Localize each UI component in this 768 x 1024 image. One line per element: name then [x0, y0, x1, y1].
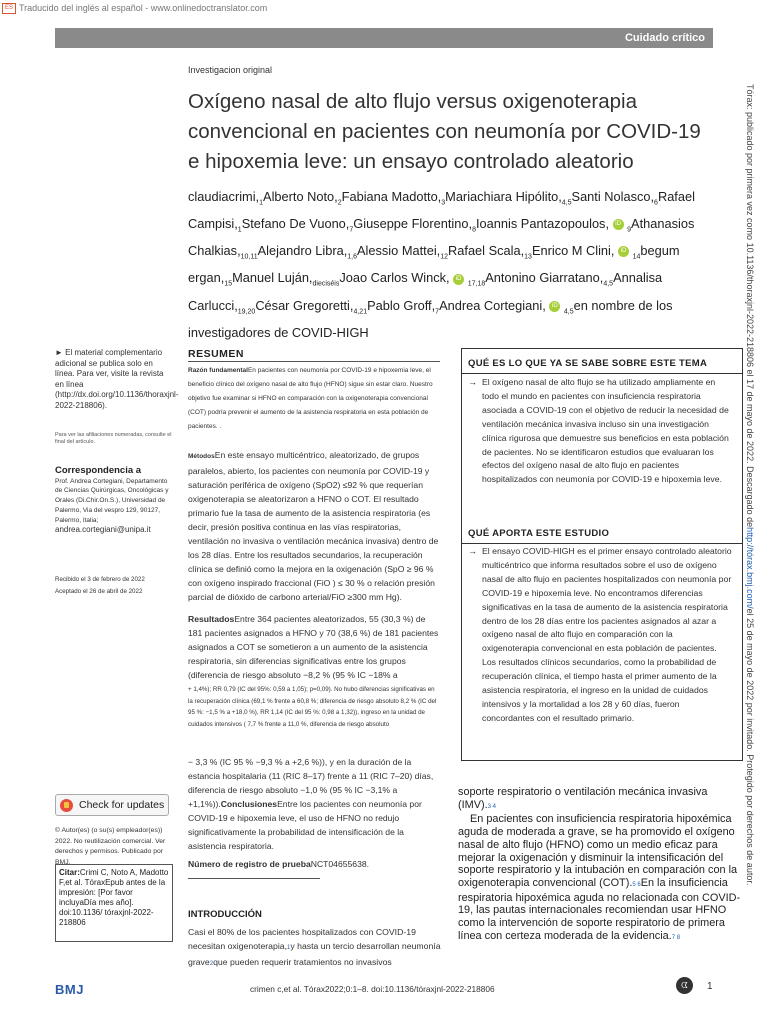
author-affiliation: 2 [337, 199, 342, 207]
author-name[interactable]: Manuel Luján, [232, 270, 313, 286]
correspondence-title: Correspondencia a [55, 465, 142, 476]
author-affiliation: 12 [440, 253, 449, 261]
author-name[interactable]: Enrico M Clini, [531, 243, 615, 259]
crossmark-icon [60, 799, 73, 812]
author-affiliation: 1,6 [347, 253, 358, 261]
author-affiliation: 9 [627, 226, 632, 234]
reference-link[interactable]: 7 8 [671, 934, 681, 941]
authors-tail: en nombre de los investigadores de COVID-HIGH [188, 297, 673, 340]
author-name[interactable]: Andrea Cortegiani, [439, 297, 546, 313]
intro-text-3: que pueden requerir tratamientos no invasivos [213, 957, 392, 967]
orcid-icon[interactable]: iD [453, 274, 464, 285]
received-date: Recibido el 3 de febrero de 2022 [55, 576, 145, 583]
orcid-icon[interactable]: iD [613, 219, 624, 230]
adds-rule [462, 543, 742, 544]
open-access-icon: ᗧ [676, 977, 693, 994]
body-p2-text: En pacientes con insuficiencia respiratoria hipoxémica aguda de moderada a grave, se ha promovido el oxígeno nasal de alto flujo (HFNO) como un medio eficaz para mejorar la oxigenación y disminuir la intensificación del soporte respiratorio y la intubación en comparación con la oxigenoterapia convencional (COT). [458, 813, 738, 889]
footer-citation: crimen c,et al. Tórax2022;0:1–8. doi:10.1136/tóraxjnl-2022-218806 [250, 984, 495, 994]
registration-number: NCT04655638. [310, 859, 370, 869]
author-name[interactable]: Giuseppe Florentino, [353, 216, 473, 232]
author-name[interactable]: Ioannis Pantazopoulos, [475, 216, 610, 232]
author-name[interactable]: Stefano De Vuono, [241, 216, 350, 232]
vertical-text-1: Tórax: publicado por primera vez como 10.1136/thoraxjnl-2022-218806 el 17 de mayo de 2022. Descargado de [745, 84, 755, 528]
conclusions-label: Conclusiones [220, 799, 278, 809]
vertical-margin-note [745, 84, 755, 894]
author-affiliation: 14 [632, 253, 641, 261]
translator-bar-text: Traducido del inglés al español - www.onlinedoctranslator.com [19, 3, 268, 13]
citation-box [55, 864, 173, 942]
author-name[interactable]: Mariachiara Hipólito, [445, 189, 562, 204]
correspondence-email[interactable]: andrea.cortegiani@unipa.it [55, 525, 151, 535]
body-paragraph-1 [458, 786, 743, 944]
abstract-results [188, 612, 440, 682]
author-affiliation: 17,18 [467, 280, 486, 288]
known-rule [462, 373, 742, 374]
author-name[interactable]: Pablo Groff, [367, 297, 436, 313]
reference-link[interactable]: 5 6 [632, 881, 641, 888]
background-label: Razón fundamental [188, 367, 248, 374]
copyright-note: © Autor(es) (o su(s) empleador(es)) 2022. No reutilización comercial. Ver derechos y permisos. Publicado por BMJ. [55, 827, 166, 866]
author-name[interactable]: Santi Nolasco, [571, 189, 655, 204]
author-name[interactable]: claudiacrimi, [188, 189, 260, 204]
author-affiliation: 13 [524, 253, 532, 261]
trial-registration [188, 857, 440, 871]
registration-label: Número de registro de prueba [188, 859, 311, 869]
author-affiliation: 3 [441, 199, 446, 207]
article-title: Oxígeno nasal de alto flujo versus oxigenoterapia convencional en pacientes con neumonía por COVID-19 e hipoxemia leve: un ensayo controlado aleatorio [188, 90, 701, 173]
author-name[interactable]: Athanasios Chalkias, [188, 216, 695, 259]
author-affiliation: 4,5 [603, 280, 614, 288]
adds-heading: QUÉ APORTA ESTE ESTUDIO [468, 528, 610, 539]
affiliation-note: Para ver las afiliaciones numeradas, consulte el final del artículo. [55, 432, 172, 445]
section-label: Cuidado crítico [624, 32, 705, 44]
author-list [188, 187, 708, 343]
author-name[interactable]: Fabiana Madotto, [341, 189, 442, 204]
reference-link[interactable]: 3 4 [487, 803, 496, 810]
background-text: En pacientes con neumonía por COVID-19 e hipoxemia leve, el beneficio clínico del oxígeno nasal de alto flujo (HFNO) sigue sin estar claro. Nuestro objetivo fue examinar si HFNO en comparación con la oxigenoterapia convencional (COT) podría prevenir el aumento de la asistencia respiratoria en esta población de pacientes. . [188, 367, 433, 430]
arrow-icon: → [468, 377, 477, 387]
key-messages-box [461, 348, 743, 761]
results-text: Entre 364 pacientes aleatorizados, 55 (30,3 %) de 181 pacientes asignados a HFNO y 70 (38,6 %) de 181 pacientes asignados a COT se sometieron a un aumento de la asistencia respiratoria, sin diferencias significativas entre los grupos (diferencia de riesgo absoluto −8,2 % (95 % IC −18% a [188, 614, 439, 680]
correspondence-body: Prof. Andrea Cortegiani, Departamento de Ciencias Quirúrgicas, Oncológicas y Orales (Di.Chir.On.S.), Universidad de Palermo, Via del vespro 129, 90127, Palermo, Italia; [55, 477, 169, 524]
abstract-end-rule [188, 878, 320, 879]
body-p2-text-b: En la insuficiencia respiratoria hipoxémica aguda no relacionada con COVID-19, las pautas internacionales recomiendan usar HFNO como la intervención de soporte respiratorio de primera línea con certeza moderada de la evidencia. [458, 876, 741, 942]
intro-text-2: y hasta un tercio desarrollan neumonía grave [188, 941, 441, 967]
translator-bar[interactable] [0, 0, 267, 16]
cite-body: Crimi C, Noto A, Madotto F,et al. TóraxEpub antes de la impresión: [Por favor incluyaDía mes año]. doi:10.1136/ tóraxjnl-2022-218806 [59, 868, 169, 927]
author-affiliation: 4,21 [353, 308, 368, 316]
arrow-icon: → [468, 546, 477, 556]
author-name[interactable]: Alejandro Libra, [257, 243, 348, 259]
cite-label: Citar: [59, 868, 80, 877]
author-name[interactable]: Joao Carlos Winck, [339, 270, 450, 286]
results-label: Resultados [188, 614, 235, 624]
reference-link[interactable]: 1 [287, 945, 291, 951]
author-affiliation: 1 [237, 226, 242, 234]
author-name[interactable]: Alberto Noto, [263, 189, 338, 204]
reference-link[interactable]: 2 [209, 961, 214, 967]
adds-text: El ensayo COVID-HIGH es el primer ensayo controlado aleatorio multicéntrico que informa resultados sobre el uso de oxígeno nasal de alto flujo en pacientes hospitalizados con neumonía por COVID-19 e hipoxemia leve. No encontramos diferencias significativas en la tasa de aumento de la asistencia respiratoria dentro de los 28 días entre los pacientes asignados al azar a oxígeno nasal de alto flujo en comparación con la oxigenoterapia convencional en esta población de pacientes. Los resultados clínicos secundarios, como la probabilidad de recuperación clínica, el tiempo hasta el primer aumento de la asistencia respiratoria, el ingreso en la unidad de cuidados intensivos y la mortalidad a los 28 y 60 días, fueron concordantes con el resultado primario. [482, 546, 732, 723]
known-heading: QUÉ ES LO QUE YA SE SABE SOBRE ESTE TEMA [468, 358, 708, 369]
intro-heading: INTRODUCCIÓN [188, 909, 262, 920]
results-tail-text: − 3,3 % (IC 95 % −9,3 % a +2,6 %)), y en la duración de la estancia hospitalaria (11 (RIC 8–17) frente a 11 (RIC 7–20) días, diferencia de riesgo absoluto −1,0 % (95 % IC −3,1% a +1,1%)). [188, 757, 434, 809]
author-affiliation: 19,20 [237, 308, 256, 316]
abstract-results-tail [188, 755, 440, 853]
methods-text: En este ensayo multicéntrico, aleatorizado, de grupos paralelos, abierto, los pacientes con neumonía por COVID-19 y saturación periférica de oxígeno (SpO2) ≤92 % que requerían oxigenoterapia se aleatorizaron a HFNO o COT. El resultado primario fue la tasa de aumento de la asistencia respiratoria (es decir, presión positiva continua en las vías respiratorias, ventilación no invasiva o ventilación mecánica invasiva) dentro de los 28 días. Entre los resultados secundarios, la recuperación clínica se definió como la mejora en la oxigenación (SpO ≥ 96 % con oxígeno inspirado fraccional (FiO ) ≤ 30 % o relación presión parcial de dióxido de carbono arterial/FiO ≥300 mm Hg). [188, 450, 439, 602]
check-updates-label: Check for updates [79, 799, 165, 811]
known-text: El oxígeno nasal de alto flujo se ha utilizado ampliamente en todo el mundo en pacientes con insuficiencia respiratoria asociada a COVID-19 con el objetivo de reducir la necesidad de ventilación mecánica invasiva incluso sin una investigación clínica rigurosa que demuestre sus beneficios en esta población de pacientes. No se identificaron estudios que evaluaran los efectos del oxígeno nasal de alto flujo en pacientes hospitalizados con neumonía por COVID-19 e hipoxemia leve. [482, 377, 729, 485]
author-affiliation: 4,5 [563, 308, 574, 316]
abstract-heading: RESUMEN [188, 348, 245, 360]
intro-text [188, 925, 443, 971]
supplementary-note[interactable]: ► El material complementario adicional se publica solo en línea. Para ver, visite la revista en línea (http://dx.doi.org/10.1136/thoraxjnl-2022-218806). [55, 348, 179, 410]
author-affiliation: 6 [654, 199, 658, 207]
abstract-rule [188, 361, 440, 362]
accepted-date: Aceptado el 26 de abril de 2022 [55, 588, 143, 595]
author-affiliation: 4,5 [561, 199, 572, 207]
conclusions-text: Entre los pacientes con neumonía por COVID-19 e hipoxemia leve, el uso de HFNO no redujo significativamente la probabilidad de intensificación de la asistencia respiratoria. [188, 799, 422, 851]
author-name[interactable]: begum ergan, [188, 243, 680, 286]
page-number: 1 [707, 981, 713, 992]
author-name[interactable]: Rafael Campisi, [188, 189, 695, 232]
intro-text-1: Casi el 80% de los pacientes hospitalizados con COVID-19 necesitan oxigenoterapia, [188, 927, 416, 951]
section-bar [55, 28, 713, 48]
abstract-methods [188, 448, 440, 604]
body-p1-text: soporte respiratorio o ventilación mecánica invasiva (IMV). [458, 786, 708, 811]
author-affiliation: 7 [349, 226, 354, 234]
vertical-text-2: el 25 de mayo de 2022 por invitado. Protegido por derechos de autor. [745, 608, 755, 886]
author-affiliation: 7 [435, 308, 440, 316]
methods-label: Métodos [188, 453, 215, 460]
abstract-results-detail: + 1,4%); RR 0,79 (IC del 95%: 0,59 a 1,05); p=0,09). No hubo diferencias significativas en la recuperación clínica (69,1 % frente a 60,8 %; diferencia de riesgo absoluto 8,2 % (IC del 95 %: −1,5 % a +18,0 %), RR 1,14 (IC del 95 %: 0,98 a 1,32)), ingreso en la unidad de cuidados intensivos ( 7,7 % frente a 11,0 %, diferencia de riesgo absoluto [188, 686, 437, 728]
correspondence [55, 466, 173, 536]
dates [55, 574, 173, 598]
author-affiliation: 8 [472, 226, 476, 234]
author-name[interactable]: Alessio Mattei, [357, 243, 441, 259]
author-affiliation: 1 [259, 199, 264, 207]
vertical-link[interactable]: http://tórax.bmj.com/ [745, 527, 755, 609]
author-name[interactable]: Annalisa Carlucci, [188, 270, 663, 313]
author-name[interactable]: César Gregoretti, [255, 297, 354, 313]
author-name[interactable]: Antonino Giarratano, [485, 270, 604, 286]
bmj-logo: BMJ [55, 982, 84, 997]
orcid-icon[interactable]: iD [549, 301, 560, 312]
author-affiliation: dieciséis [312, 280, 340, 288]
author-name[interactable]: Rafael Scala, [448, 243, 525, 259]
orcid-icon[interactable]: iD [618, 246, 629, 257]
author-affiliation: 15 [224, 280, 233, 288]
article-type: Investigacion original [188, 65, 273, 75]
abstract-background [188, 364, 440, 434]
translate-icon: ES [2, 3, 16, 14]
author-affiliation: 10,11 [240, 253, 258, 261]
check-updates-button[interactable] [55, 794, 169, 816]
